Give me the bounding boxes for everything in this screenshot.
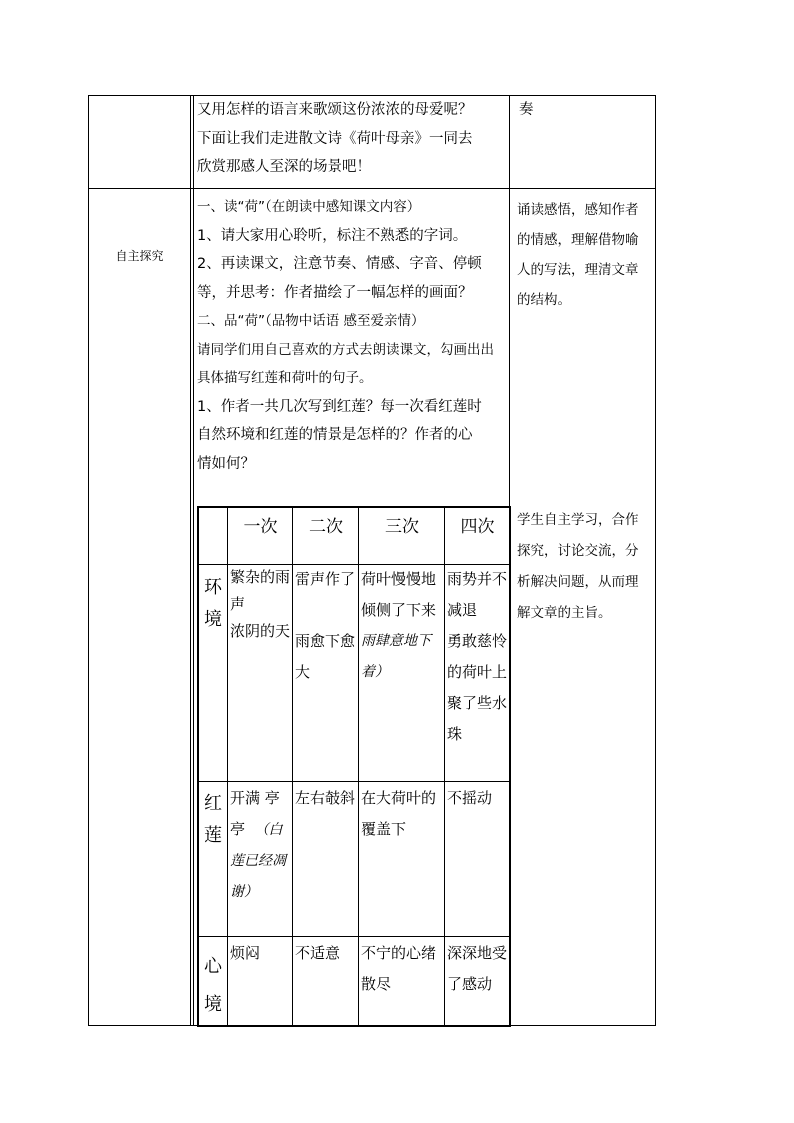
text-line: 深深地受 <box>447 944 508 962</box>
cell-env-4 <box>447 564 509 750</box>
header-third: 三次 <box>385 517 419 537</box>
text-line: 2、再读课文，注意节奏、情感、字音、停顿 <box>197 256 482 272</box>
text-line: 解文章的主旨。 <box>517 605 612 621</box>
italic-note: （白 <box>254 822 283 838</box>
cell-env-3 <box>361 564 444 688</box>
column-divider <box>193 96 194 1025</box>
text-line: 珠 <box>447 725 463 743</box>
row-divider <box>199 936 509 937</box>
text-line: 析解决问题，从而理 <box>517 574 639 590</box>
heading-read: 一、读“荷”（在朗读中感知课文内容） <box>197 199 421 215</box>
text-line: 具体描写红莲和荷叶的句子。 <box>197 370 373 386</box>
header-second: 二次 <box>309 517 343 537</box>
cell-env-1 <box>230 564 292 645</box>
text-line: 的荷叶上 <box>447 663 508 681</box>
label-char: 红 <box>204 793 222 814</box>
row-divider <box>199 781 509 782</box>
cell-mood-1: 烦闷 <box>230 944 261 962</box>
cell-mood-3 <box>361 938 444 1000</box>
text-line: 下面让我们走进散文诗《荷叶母亲》一同去 <box>197 130 473 147</box>
cell-lotus-4: 不摇动 <box>447 789 493 807</box>
lesson-plan-table <box>88 95 656 1026</box>
text-line: 雷声作了 <box>295 570 356 588</box>
column-divider <box>190 96 191 1025</box>
text-line: 请同学们用自己喜欢的方式去朗读课文，勾画出出 <box>197 341 494 358</box>
header-first: 一次 <box>243 517 278 537</box>
text-line: 倾侧了下来 <box>361 601 437 619</box>
text-line: 了感动 <box>447 975 493 993</box>
row-label-mood <box>199 948 227 1024</box>
row-label-red-lotus <box>199 788 227 852</box>
text-line: 情如何？ <box>197 455 255 472</box>
cell-mood-4 <box>447 938 509 1000</box>
italic-note: 雨肆意地下 <box>361 633 431 649</box>
text-line: 勇敢慈怜 <box>447 632 508 650</box>
text-line: 覆盖下 <box>361 820 407 838</box>
label-char: 心 <box>204 956 222 977</box>
text-line: 人的写法，理清文章 <box>517 262 639 278</box>
column-divider <box>444 508 445 1025</box>
text-line: 聚了些水 <box>447 694 508 712</box>
label-char: 境 <box>204 609 222 630</box>
text-line: 的结构。 <box>517 292 571 308</box>
text-span: 亭 <box>230 820 246 838</box>
italic-note: 谢） <box>230 884 258 900</box>
text-line: 浓阴的天 <box>230 622 291 640</box>
intro-text <box>197 96 507 182</box>
text-line: 学生自主学习，合作 <box>517 512 639 528</box>
design-note-top: 奏 <box>519 102 534 118</box>
italic-note: 着） <box>361 664 389 680</box>
text-line: 减退 <box>447 601 478 619</box>
text-line: 欣赏那感人至深的场景吧！ <box>197 159 371 175</box>
text-line: 又用怎样的语言来歌颂这份浓浓的母爱呢？ <box>197 102 473 118</box>
text-line: 1、请大家用心聆听，标注不熟悉的字词。 <box>197 227 468 244</box>
row-label-environment <box>199 572 227 636</box>
text-line: 声 <box>230 595 246 613</box>
cell-env-2 <box>295 564 358 688</box>
spacer <box>295 595 358 626</box>
text-line: 荷叶慢慢地 <box>361 570 437 588</box>
italic-note: 莲已经凋 <box>230 853 286 869</box>
text-line: 探究，讨论交流，分 <box>517 543 639 559</box>
text-line: 诵读感悟，感知作者 <box>517 202 639 218</box>
text-line: 繁杂的雨 <box>230 568 291 586</box>
text-line: 雨势并不 <box>447 570 508 588</box>
text-line: 散尽 <box>361 975 392 993</box>
label-char: 莲 <box>204 825 222 846</box>
design-note-2 <box>517 505 653 629</box>
text-line: 自然环境和红莲的情景是怎样的？作者的心 <box>197 427 473 443</box>
cell-lotus-2: 左右攲斜 <box>295 789 356 807</box>
activity-text <box>197 193 507 478</box>
text-line: 开满 亭 <box>230 789 280 807</box>
heading-savor: 二、品“荷”（品物中话语 感至爱亲情） <box>197 313 425 329</box>
observation-table <box>197 506 511 1027</box>
column-divider <box>227 508 228 1025</box>
text-line: 在大荷叶的 <box>361 789 437 807</box>
section-label: 自主探究 <box>115 249 164 263</box>
row-divider <box>89 188 655 189</box>
label-char: 环 <box>204 577 222 598</box>
text-line: 的情感，理解借物喻 <box>517 232 639 248</box>
header-fourth: 四次 <box>460 517 495 537</box>
column-divider <box>358 508 359 1025</box>
cell-lotus-1 <box>230 783 292 908</box>
text-line: 不宁的心绪 <box>361 944 437 962</box>
column-divider <box>292 508 293 1025</box>
text-line <box>230 814 292 846</box>
text-line: 雨愈下愈 <box>295 632 356 650</box>
text-line: 1、作者一共几次写到红莲？每一次看红莲时 <box>197 398 482 415</box>
text-line: 等，并思考：作者描绘了一幅怎样的画面？ <box>197 284 473 301</box>
cell-mood-2: 不适意 <box>295 944 341 962</box>
design-note-1 <box>517 195 653 315</box>
label-char: 境 <box>204 994 222 1015</box>
text-line: 大 <box>295 663 311 681</box>
cell-lotus-3 <box>361 783 444 845</box>
